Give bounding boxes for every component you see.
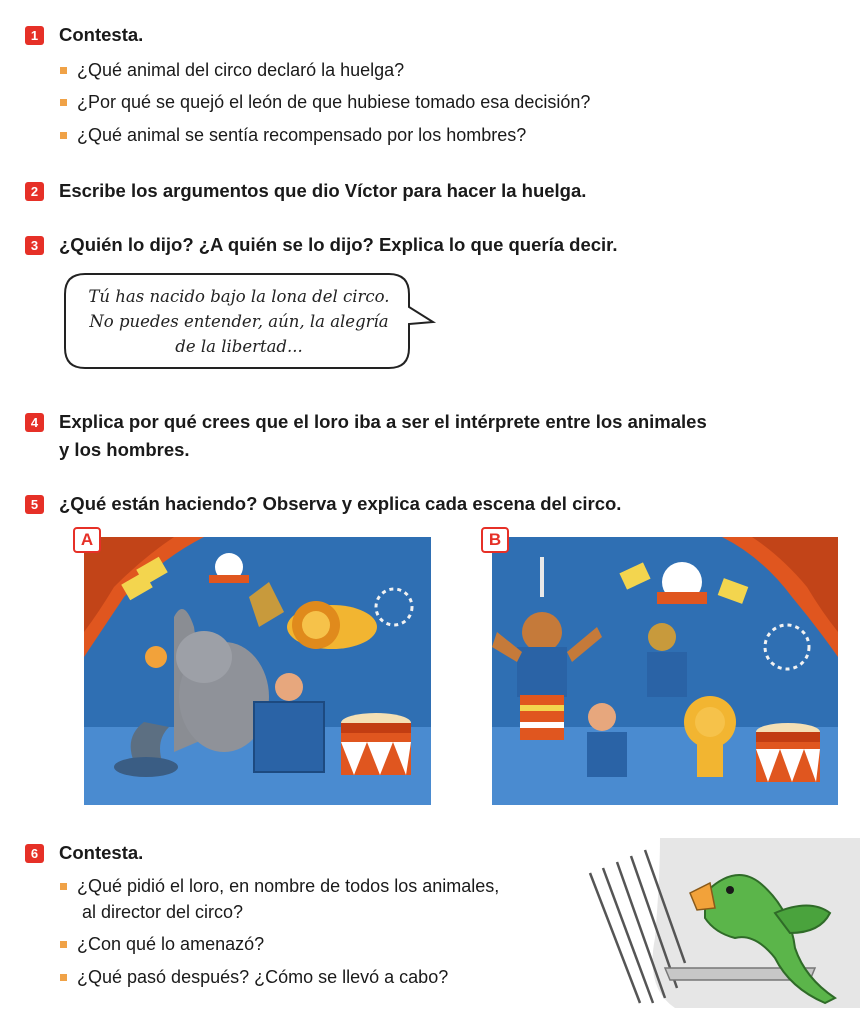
question-number-badge: 3 (25, 236, 44, 255)
question-title: Contesta. (59, 24, 144, 45)
list-item: ¿Qué pasó después? ¿Cómo se llevó a cabo? (60, 964, 448, 990)
list-item: ¿Qué animal del circo declaró la huelga? (60, 57, 404, 83)
question-title: Escribe los argumentos que dio Víctor para hacer la huelga. (59, 180, 587, 201)
speech-bubble (63, 272, 415, 370)
scene-label-a: A (73, 527, 101, 553)
bullet-icon (60, 941, 67, 948)
bubble-line: No puedes entender, aún, la alegría (89, 312, 389, 331)
question-5 (25, 494, 621, 518)
list-item: ¿Con qué lo amenazó? (60, 931, 264, 957)
question-number-badge: 1 (25, 26, 44, 45)
question-1 (25, 25, 143, 49)
question-title: Contesta. (59, 842, 144, 863)
parrot-illustration (585, 838, 860, 1008)
question-number-badge: 2 (25, 182, 44, 201)
bullet-icon (60, 67, 67, 74)
question-3 (25, 235, 618, 259)
bullet-icon (60, 974, 67, 981)
question-number-badge: 4 (25, 413, 44, 432)
question-title: Explica por qué crees que el loro iba a ser el intérprete entre los animales y los hombres. (59, 411, 707, 460)
bubble-line: Tú has nacido bajo la lona del circo. (88, 287, 390, 306)
bullet-icon (60, 883, 67, 890)
question-4 (25, 412, 707, 464)
bullet-icon (60, 99, 67, 106)
bullet-icon (60, 132, 67, 139)
scene-label-b: B (481, 527, 509, 553)
bubble-line: de la libertad... (175, 337, 303, 356)
list-item: ¿Qué pidió el loro, en nombre de todos los animales, al director del circo? (60, 873, 499, 925)
list-item: ¿Qué animal se sentía recompensado por los hombres? (60, 122, 526, 148)
question-title: ¿Qué están haciendo? Observa y explica cada escena del circo. (59, 493, 622, 514)
question-6 (25, 843, 143, 867)
circus-scene-a-illustration (84, 537, 431, 805)
question-title: ¿Quién lo dijo? ¿A quién se lo dijo? Explica lo que quería decir. (59, 234, 618, 255)
question-2 (25, 181, 586, 205)
circus-scene-b-illustration (492, 537, 838, 805)
question-number-badge: 6 (25, 844, 44, 863)
question-number-badge: 5 (25, 495, 44, 514)
list-item: ¿Por qué se quejó el león de que hubiese tomado esa decisión? (60, 89, 590, 115)
